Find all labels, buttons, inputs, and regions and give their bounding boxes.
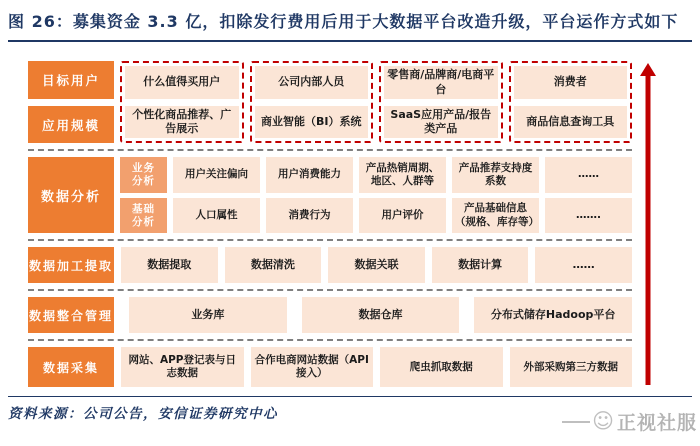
target-user-cell: 公司内部人员: [255, 66, 369, 99]
row-label-data-analysis: 数据分析: [28, 157, 114, 233]
target-user-cell: 消费者: [514, 66, 628, 99]
analysis-cell: 人口属性: [173, 198, 260, 234]
up-arrow-icon: [640, 63, 656, 385]
analysis-cell: 用户关注偏向: [173, 157, 260, 193]
watermark-text: 正视社服: [616, 412, 697, 434]
section-separator: [28, 339, 632, 341]
sub-label-business-analysis: 业务分析: [120, 157, 167, 193]
analysis-cell: 产品基础信息（规格、库存等）: [452, 198, 539, 234]
collection-cell: 网站、APP登记表与日志数据: [121, 347, 244, 387]
watermark: [562, 408, 697, 435]
data-collection-section: [28, 347, 632, 387]
target-user-cell: 什么值得买用户: [125, 66, 239, 99]
sub-label-basic-analysis: 基础分析: [120, 198, 167, 234]
user-group-internal: [250, 61, 374, 143]
target-user-cell: 零售商/品牌商/电商平台: [384, 66, 498, 99]
section-separator: [28, 149, 632, 151]
user-group-retailers: [379, 61, 503, 143]
processing-cell: 数据提取: [121, 247, 218, 283]
row-label-data-collection: 数据采集: [28, 347, 114, 387]
row-label-data-integration: 数据整合管理: [28, 297, 114, 333]
big-data-platform-diagram: [28, 61, 632, 387]
analysis-cell: 产品推荐支持度系数: [452, 157, 539, 193]
data-analysis-section: [28, 157, 632, 233]
application-cell: 商业智能（BI）系统: [255, 106, 369, 139]
user-group-consumers: [509, 61, 633, 143]
data-processing-section: [28, 247, 632, 283]
application-cell: 个性化商品推荐、广告展示: [125, 106, 239, 139]
collection-cell: 爬虫抓取数据: [380, 347, 503, 387]
integration-cell: 分布式储存Hadoop平台: [474, 297, 632, 333]
analysis-cell-ellipsis: …….: [545, 198, 632, 234]
source-note: 资料来源：公司公告，安信证券研究中心: [8, 406, 278, 423]
processing-cell: 数据关联: [328, 247, 425, 283]
analysis-cell: 用户消费能力: [266, 157, 353, 193]
processing-cell: 数据清洗: [225, 247, 322, 283]
processing-cell-ellipsis: ……: [535, 247, 632, 283]
application-cell: SaaS应用产品/报告类产品: [384, 106, 498, 139]
top-section: [28, 61, 632, 143]
analysis-cell-ellipsis: ……: [545, 157, 632, 193]
basic-analysis-row: [120, 198, 632, 234]
processing-cell: 数据计算: [432, 247, 529, 283]
user-group-zdm: [120, 61, 244, 143]
figure-title: 图 26：募集资金 3.3 亿，扣除发行费用后用于大数据平台改造升级，平台运作方式如下: [8, 12, 679, 31]
section-separator: [28, 289, 632, 291]
analysis-cell: 消费行为: [266, 198, 353, 234]
smiley-face-icon: ☺: [592, 409, 615, 433]
data-integration-section: [28, 297, 632, 333]
business-analysis-row: [120, 157, 632, 193]
integration-cell: 业务库: [129, 297, 287, 333]
row-label-target-users: 目标用户: [28, 61, 114, 99]
integration-cell: 数据仓库: [302, 297, 460, 333]
collection-cell: 外部采购第三方数据: [510, 347, 633, 387]
analysis-cell: 产品热销周期、地区、人群等: [359, 157, 446, 193]
application-cell: 商品信息查询工具: [514, 106, 628, 139]
row-label-application-scale: 应用规模: [28, 106, 114, 144]
watermark-line: [562, 421, 590, 423]
row-label-data-processing: 数据加工提取: [28, 247, 114, 283]
analysis-cell: 用户评价: [359, 198, 446, 234]
section-separator: [28, 239, 632, 241]
arrow-shaft: [646, 74, 651, 385]
top-row-labels: [28, 61, 114, 143]
analysis-rows: [120, 157, 632, 233]
collection-cell: 合作电商网站数据（API接入）: [251, 347, 374, 387]
title-divider: [8, 40, 692, 42]
